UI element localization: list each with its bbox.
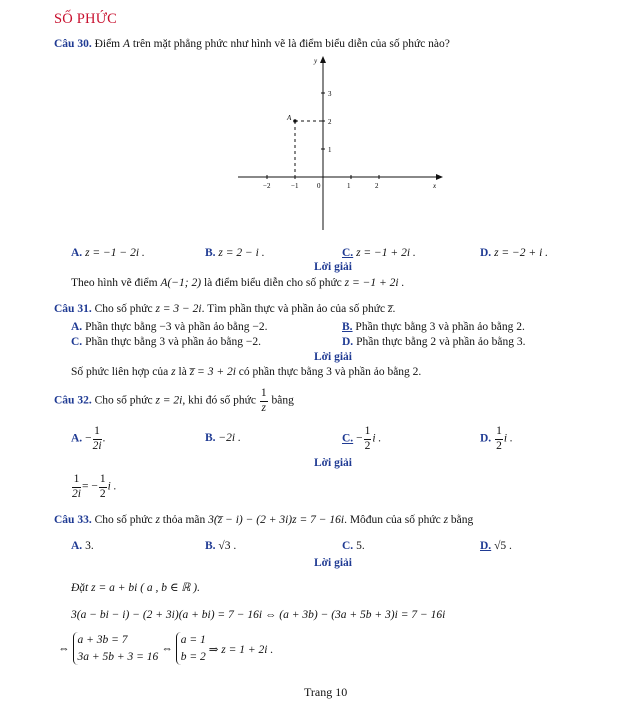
question-32: Câu 32. Cho số phức z = 2i, khi đó số phức $\frac{1}{z}$ bằng (54, 387, 294, 414)
option-a[interactable]: A. Phần thực bằng −3 và phần ảo bằng −2. (71, 321, 268, 333)
solution-line: 3(a − bi − i) − (2 + 3i)(a + bi) = 7 − 16i ⇔ (a + 3b) − (3a + 5b + 3)i = 7 − 16i (71, 609, 446, 621)
solution-text: Số phức liên hợp của z là z̅ = 3 + 2i có phần thực bằng 3 và phần ảo bằng 2. (71, 366, 422, 378)
option-c[interactable]: C. z = −1 + 2i . (342, 247, 416, 259)
option-c[interactable]: C. Phần thực bằng 3 và phần ảo bằng −2. (71, 336, 261, 348)
solution-text: Theo hình vẽ điểm A(−1; 2) là điểm biểu diễn cho số phức z = −1 + 2i . (71, 277, 405, 289)
fraction: $\frac{1}{z}$ (260, 387, 267, 414)
solution-system: ⇔ a + 3b = 7 3a + 5b + 3 = 16 ⇔ a = 1 b = 2 ⇒ z = 1 + 2i . (58, 632, 273, 665)
option-c[interactable]: C. − $\frac{1}{2}$ i . (342, 425, 382, 452)
question-label: Câu 33. (54, 514, 92, 526)
option-a[interactable]: A. − $\frac{1}{2i}$ . (71, 425, 106, 452)
y-tick-label: 3 (328, 90, 332, 98)
option-a[interactable]: A. 3. (71, 540, 94, 552)
origin-label: 0 (317, 182, 321, 190)
question-33: Câu 33. Cho số phức z thỏa mãn 3(z̅ − i) − (2 + 3i)z = 7 − 16i. Môđun của số phức z bằng (54, 514, 474, 526)
option-b[interactable]: B. √3 . (205, 540, 237, 552)
solution-heading: Lời giải (314, 557, 352, 569)
question-label: Câu 31. (54, 303, 92, 315)
x-tick-label: −1 (291, 182, 299, 190)
option-c[interactable]: C. 5. (342, 540, 365, 552)
solution-heading: Lời giải (314, 351, 352, 363)
x-tick-label: 1 (347, 182, 351, 190)
option-d[interactable]: D. √5 . (480, 540, 512, 552)
x-tick-label: 2 (375, 182, 379, 190)
solution-text: $\frac{1}{2i}$ = − $\frac{1}{2}$ i . (72, 473, 117, 500)
y-tick-label: 1 (328, 146, 332, 154)
option-b[interactable]: B. z = 2 − i . (205, 247, 265, 259)
option-a[interactable]: A. z = −1 − 2i . (71, 247, 145, 259)
point-label: A (287, 114, 292, 122)
section-title: SỐ PHỨC (54, 11, 118, 27)
point-a (293, 119, 297, 123)
question-text: trên mặt phẳng phức như hình vẽ là điểm biểu diễn của số phức nào? (132, 38, 450, 50)
solution-line: Đặt z = a + bi ( a , b ∈ ℝ ). (71, 582, 200, 594)
math-var: A (123, 38, 131, 50)
page-number: Trang 10 (304, 685, 348, 699)
x-axis-label: x (433, 182, 437, 190)
y-axis-label: y (314, 57, 318, 65)
y-tick-label: 2 (328, 118, 332, 126)
option-d[interactable]: D. z = −2 + i . (480, 247, 549, 259)
question-text: Điểm (94, 38, 121, 50)
option-d[interactable]: D. Phần thực bằng 2 và phần ảo bằng 3. (342, 336, 526, 348)
solution-heading: Lời giải (314, 261, 352, 273)
option-b[interactable]: B. −2i . (205, 432, 241, 444)
question-label: Câu 30. (54, 38, 92, 50)
option-b[interactable]: B. Phần thực bằng 3 và phần ảo bằng 2. (342, 321, 525, 333)
question-31: Câu 31. Cho số phức z = 3 − 2i. Tìm phần thực và phần ảo của số phức z̅. (54, 303, 396, 315)
solution-heading: Lời giải (314, 457, 352, 469)
question-30 (54, 38, 450, 50)
question-label: Câu 32. (54, 394, 92, 407)
complex-plane-figure (236, 54, 446, 234)
option-d[interactable]: D. $\frac{1}{2}$ i . (480, 425, 513, 452)
x-tick-label: −2 (263, 182, 271, 190)
